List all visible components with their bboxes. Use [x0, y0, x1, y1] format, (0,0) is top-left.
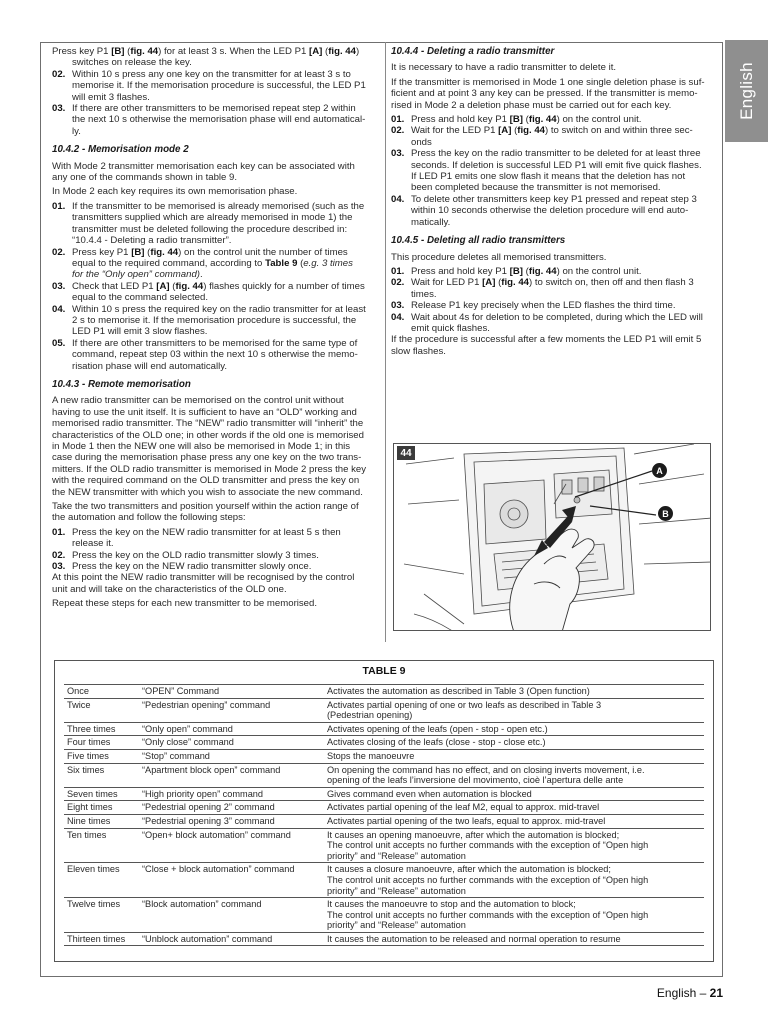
paragraph-line: Take the two transmitters and position yourself within the action range of — [52, 501, 359, 513]
step-line: the next 10 s otherwise the memorisation phase will end automatical- — [72, 114, 366, 126]
command-cell: “Unblock automation” command — [139, 932, 324, 946]
paragraph-line: the automation and follow the following steps: — [52, 512, 246, 524]
step-line: Wait for LED P1 [A] (fig. 44) to switch on, then off and then flash 3 — [411, 277, 694, 289]
figure-number-badge: 44 — [397, 446, 415, 460]
step-item — [391, 114, 716, 125]
step-item — [391, 312, 716, 335]
table-row — [64, 698, 704, 722]
footer-language: English – — [656, 986, 707, 1000]
step-number: 03. — [52, 561, 66, 573]
paragraph-line: It is necessary to have a radio transmitter to delete it. — [391, 62, 617, 74]
step-line: Press the key on the NEW radio transmitter slowly once. — [72, 561, 312, 573]
step-line: risation phase will end automatically. — [72, 360, 227, 372]
step-number: 03. — [391, 300, 405, 312]
step-text — [411, 114, 716, 125]
steps-c — [52, 527, 377, 573]
language-tab — [725, 40, 768, 142]
paragraph-line: in Mode 1 then the NEW one will also be memorised in Mode 1; in this — [52, 441, 351, 452]
step-number: 01. — [391, 114, 405, 126]
description-cell — [324, 932, 704, 946]
step-item — [391, 266, 716, 277]
section-heading-delete: 10.4.4 - Deleting a radio transmitter — [391, 46, 555, 57]
step-line: command, repeat step 03 within the next 10 s otherwise the memo- — [72, 349, 358, 361]
step-number: 01. — [52, 200, 66, 212]
press-count-cell: Twice — [64, 698, 139, 722]
description-cell — [324, 814, 704, 828]
step-item — [52, 561, 377, 572]
step-text — [411, 312, 716, 335]
paragraph-line: A new radio transmitter can be memorised on the control unit without — [52, 395, 344, 407]
step-number: 01. — [391, 265, 405, 277]
step-text — [411, 277, 716, 300]
step-item — [52, 247, 377, 281]
table-row — [64, 814, 704, 828]
command-cell: “Apartment block open” command — [139, 763, 324, 787]
step-line: memorise it. If the memorisation procedure is successful, the LED P1 — [72, 80, 366, 92]
description-line: priority” and “Release” automation — [327, 850, 466, 861]
command-cell: “Pedestrian opening” command — [139, 698, 324, 722]
step-line: transmitters supplied which are already memorised in mode 1) the — [72, 212, 353, 224]
step-line: equal to the required command, according to Table 9 (e.g. 3 times — [72, 257, 353, 269]
step-number: 02. — [391, 125, 405, 137]
step-line: If there are other transmitters to be memorised for the same type of — [72, 337, 358, 349]
step-item — [52, 69, 377, 103]
description-line: Activates closing of the leafs (close - stop - close etc.) — [327, 737, 546, 748]
step-text — [411, 300, 716, 311]
paragraph-line: If the transmitter is memorised in Mode 1 one single deletion phase is suf- — [391, 76, 705, 88]
step-line: release it. — [72, 538, 114, 550]
intro-line — [52, 46, 377, 57]
step-item — [52, 201, 377, 247]
step-item — [391, 148, 716, 194]
step-line: seconds. If deletion is successful LED P1 will emit five quick flashes. — [411, 159, 702, 171]
step-item — [391, 194, 716, 228]
step-number: 03. — [391, 148, 405, 160]
intro-text: Press key P1 [B] (fig. 44) for at least 3 s. When the LED P1 [A] (fig. 44) — [52, 46, 360, 57]
step-number: 02. — [391, 277, 405, 289]
press-count-cell: Eight times — [64, 801, 139, 815]
paragraph — [391, 77, 716, 111]
description-line: The control unit accepts no further commands with the exception of “Open high — [327, 909, 649, 920]
paragraph-line: with the required command on the OLD transmitter and press the key on — [52, 475, 360, 487]
table-row — [64, 722, 704, 736]
step-item — [52, 103, 377, 137]
press-count-cell: Six times — [64, 763, 139, 787]
press-count-cell: Ten times — [64, 828, 139, 863]
step-line: Press the key on the radio transmitter to be deleted for at least three — [411, 148, 701, 160]
page-number: 21 — [709, 986, 723, 1000]
description-line: On opening the command has no effect, and on closing inverts movement, i.e. — [327, 764, 645, 775]
step-line: times. — [411, 288, 437, 300]
paragraph-line: Repeat these steps for each new transmitter to be memorised. — [52, 598, 318, 610]
command-table — [64, 684, 704, 946]
command-cell: “Pedestrial opening 2” command — [139, 801, 324, 815]
description-cell — [324, 787, 704, 801]
paragraph-line: In Mode 2 each key requires its own memorisation phase. — [52, 186, 298, 198]
paragraph-line: With Mode 2 transmitter memorisation each key can be associated with — [52, 160, 355, 172]
intro-block — [52, 46, 377, 69]
section-heading-delete-all: 10.4.5 - Deleting all radio transmitters — [391, 235, 566, 247]
step-text — [411, 148, 716, 194]
mode2-paragraphs — [52, 161, 377, 198]
intro-cont-text: switches on release the key. — [72, 57, 192, 69]
delete-all-outro — [391, 334, 716, 357]
step-text — [411, 125, 716, 148]
table-row — [64, 736, 704, 750]
step-text — [72, 561, 377, 572]
paragraph — [52, 395, 377, 498]
step-line: Press and hold key P1 [B] (fig. 44) on the control unit. — [411, 114, 642, 126]
table-row — [64, 685, 704, 699]
left-column — [52, 46, 377, 613]
description-cell — [324, 763, 704, 787]
table-9-box — [54, 660, 714, 962]
step-item — [391, 300, 716, 311]
step-line: transmitter must be deleted following the procedure described in: — [72, 223, 348, 235]
press-count-cell: Once — [64, 685, 139, 699]
step-line: LED P1 will emit 3 slow flashes. — [72, 326, 208, 338]
step-line: Press and hold key P1 [B] (fig. 44) on the control unit. — [411, 265, 642, 277]
step-number: 03. — [52, 103, 66, 115]
step-line: onds — [411, 136, 432, 148]
paragraph-line: mitters. If the OLD radio transmitter is memorised in Mode 2 press the key — [52, 463, 367, 475]
step-number: 04. — [391, 193, 405, 205]
remote-outro — [52, 572, 377, 609]
command-cell: “High priority open” command — [139, 787, 324, 801]
step-line: Press the key on the NEW radio transmitter for at least 5 s then — [72, 526, 341, 538]
paragraph — [52, 186, 377, 197]
step-number: 05. — [52, 337, 66, 349]
step-text — [72, 338, 377, 372]
steps-d — [391, 114, 716, 228]
description-line: Activates partial opening of one or two leafs as described in Table 3 — [327, 699, 602, 710]
intro-continuation — [52, 57, 377, 68]
paragraph-line: the NEW transmitter with which you wish to associate the new command. — [52, 486, 363, 498]
step-number: 02. — [52, 549, 66, 561]
step-text — [411, 266, 716, 277]
description-line: Activates opening of the leafs (open - stop - open etc.) — [327, 723, 548, 734]
description-cell — [324, 828, 704, 863]
paragraph-line: ficient and at point 3 any key can be pressed. If the transmitter is memo- — [391, 88, 698, 100]
step-number: 04. — [52, 303, 66, 315]
paragraph-line: unit and will take on the characteristics of the OLD one. — [52, 583, 287, 595]
step-line: If there are other transmitters to be memorised repeat step 2 within — [72, 103, 356, 115]
paragraph-line: characteristics of the OLD one; in other words if the old one is memorised — [52, 429, 364, 441]
paragraph — [391, 334, 716, 357]
press-count-cell: Twelve times — [64, 898, 139, 933]
paragraph-line: slow flashes. — [391, 345, 446, 357]
paragraph — [52, 598, 377, 609]
step-line: Within 10 s press any one key on the transmitter for at least 3 s to — [72, 68, 351, 80]
description-line: It causes the automation to be released and normal operation to resume — [327, 933, 621, 944]
paragraph-line: rised in Mode 2 a deletion phase must be carried out for each key. — [391, 99, 672, 111]
description-line: It causes a closure manoeuvre, after which the automation is blocked; — [327, 864, 611, 875]
step-line: 2 s to memorise it. If the memorisation procedure is successful, the — [72, 314, 357, 326]
step-line: Press key P1 [B] (fig. 44) on the control unit the number of times — [72, 246, 348, 258]
step-number: 03. — [52, 280, 66, 292]
description-cell — [324, 685, 704, 699]
description-cell — [324, 801, 704, 815]
paragraph — [52, 501, 377, 524]
description-line: Stops the manoeuvre — [327, 750, 415, 761]
step-line: “10.4.4 - Deleting a radio transmitter”. — [72, 235, 232, 247]
paragraph — [52, 161, 377, 184]
step-line: Wait for the LED P1 [A] (fig. 44) to switch on and within three sec- — [411, 125, 693, 137]
table-row — [64, 863, 704, 898]
step-line: Release P1 key precisely when the LED flashes the third time. — [411, 300, 676, 312]
step-number: 02. — [52, 68, 66, 80]
command-cell: “Only close” command — [139, 736, 324, 750]
press-count-cell: Five times — [64, 749, 139, 763]
description-cell — [324, 698, 704, 722]
paragraph-line: any one of the commands shown in table 9. — [52, 172, 238, 184]
paragraph-line: This procedure deletes all memorised transmitters. — [391, 251, 607, 263]
description-cell — [324, 898, 704, 933]
table-row — [64, 898, 704, 933]
command-cell: “Block automation” command — [139, 898, 324, 933]
step-text — [72, 69, 377, 103]
description-line: The control unit accepts no further commands with the exception of “Open high — [327, 840, 649, 851]
step-number: 02. — [52, 246, 66, 258]
section-heading-mode2: 10.4.2 - Memorisation mode 2 — [52, 144, 189, 156]
table-row — [64, 749, 704, 763]
description-cell — [324, 749, 704, 763]
description-line: The control unit accepts no further commands with the exception of “Open high — [327, 874, 649, 885]
step-text — [411, 194, 716, 228]
press-count-cell: Thirteen times — [64, 932, 139, 946]
press-count-cell: Eleven times — [64, 863, 139, 898]
callout-b-marker: B — [658, 506, 673, 521]
paragraph — [52, 572, 377, 595]
step-text — [72, 527, 377, 550]
description-line: (Pedestrian opening) — [327, 710, 413, 721]
press-count-cell: Three times — [64, 722, 139, 736]
step-line: Check that LED P1 [A] (fig. 44) flashes quickly for a number of times — [72, 280, 365, 292]
step-item — [52, 304, 377, 338]
language-tab-label: English — [736, 62, 756, 120]
step-line: If the transmitter to be memorised is already memorised (such as the — [72, 200, 365, 212]
step-line: matically. — [411, 216, 451, 228]
description-line: Activates partial opening of the two leafs, equal to approx. mid-travel — [327, 815, 606, 826]
steps-b — [52, 201, 377, 372]
step-item — [52, 281, 377, 304]
step-text — [72, 281, 377, 304]
description-cell — [324, 722, 704, 736]
step-text — [72, 304, 377, 338]
step-item — [52, 527, 377, 550]
table-row — [64, 828, 704, 863]
step-text — [72, 247, 377, 281]
step-line: emit quick flashes. — [411, 322, 490, 334]
description-cell — [324, 736, 704, 750]
step-item — [52, 338, 377, 372]
paragraph-line: having to use the unit itself. It is sufficient to have an “OLD” working and — [52, 406, 357, 418]
description-line: opening of the leafs l’inversione del movimento, cioè l’apertura delle ante — [327, 775, 624, 786]
step-line: been completed because the transmitter is not memorised. — [411, 182, 661, 194]
delete-all-paragraphs — [391, 252, 716, 263]
command-table-body — [64, 685, 704, 946]
paragraph — [391, 62, 716, 73]
step-line: within 10 seconds otherwise the deletion procedure will end auto- — [411, 205, 689, 217]
step-line: Press the key on the OLD radio transmitter slowly 3 times. — [72, 549, 319, 561]
step-item — [52, 550, 377, 561]
description-cell — [324, 863, 704, 898]
step-line: Wait about 4s for deletion to be completed, during which the LED will — [411, 311, 703, 323]
command-cell: “Stop” command — [139, 749, 324, 763]
steps-a — [52, 69, 377, 137]
table-row — [64, 787, 704, 801]
step-number: 04. — [391, 311, 405, 323]
step-text — [72, 103, 377, 137]
delete-paragraphs — [391, 62, 716, 111]
paragraph-line: memorised radio transmitter. The “NEW” radio transmitter will “inherit” the — [52, 418, 364, 430]
press-count-cell: Four times — [64, 736, 139, 750]
steps-e — [391, 266, 716, 334]
description-line: Activates partial opening of the leaf M2, equal to approx. mid-travel — [327, 802, 600, 813]
command-cell: “OPEN” Command — [139, 685, 324, 699]
step-line: for the “Only open” command). — [72, 269, 203, 281]
press-count-cell: Seven times — [64, 787, 139, 801]
callout-a-marker: A — [652, 463, 667, 478]
paragraph — [391, 252, 716, 263]
step-line: Within 10 s press the required key on the radio transmitter for at least — [72, 303, 366, 315]
step-line: If LED P1 emits one slow flash it means that the deletion has not — [411, 171, 686, 183]
section-heading-remote: 10.4.3 - Remote memorisation — [52, 378, 191, 390]
description-line: Activates the automation as described in Table 3 (Open function) — [327, 686, 590, 696]
table-row — [64, 932, 704, 946]
press-count-cell: Nine times — [64, 814, 139, 828]
step-line: will emit 3 flashes. — [72, 91, 150, 103]
table-row — [64, 763, 704, 787]
step-line: ly. — [72, 125, 81, 137]
command-cell: “Close + block automation” command — [139, 863, 324, 898]
table-row — [64, 801, 704, 815]
right-column — [391, 46, 716, 360]
step-item — [391, 125, 716, 148]
paragraph-line: If the procedure is successful after a few moments the LED P1 will emit 5 — [391, 334, 702, 346]
step-line: To delete other transmitters keep key P1 pressed and repeat step 3 — [411, 193, 697, 205]
paragraph-line: case during the memorisation phase press any one key on the two trans- — [52, 452, 362, 464]
description-line: priority” and “Release” automation — [327, 920, 466, 931]
step-line: equal to the command selected. — [72, 292, 208, 304]
command-cell: “Open+ block automation” command — [139, 828, 324, 863]
page-footer — [657, 986, 723, 1000]
column-divider — [385, 42, 386, 642]
paragraph-line: At this point the NEW radio transmitter will be recognised by the control — [52, 572, 355, 584]
description-line: Gives command even when automation is blocked — [327, 788, 532, 799]
command-cell: “Pedestrial opening 3” command — [139, 814, 324, 828]
description-line: It causes an opening manoeuvre, after which the automation is blocked; — [327, 829, 620, 840]
table-title: TABLE 9 — [362, 665, 406, 677]
step-text — [72, 550, 377, 561]
step-number: 01. — [52, 526, 66, 538]
remote-paragraphs — [52, 395, 377, 523]
step-text — [72, 201, 377, 247]
step-item — [391, 277, 716, 300]
description-line: It causes the manoeuvre to stop and the automation to block; — [327, 899, 576, 910]
command-cell: “Only open” command — [139, 722, 324, 736]
description-line: priority” and “Release” automation — [327, 885, 466, 896]
